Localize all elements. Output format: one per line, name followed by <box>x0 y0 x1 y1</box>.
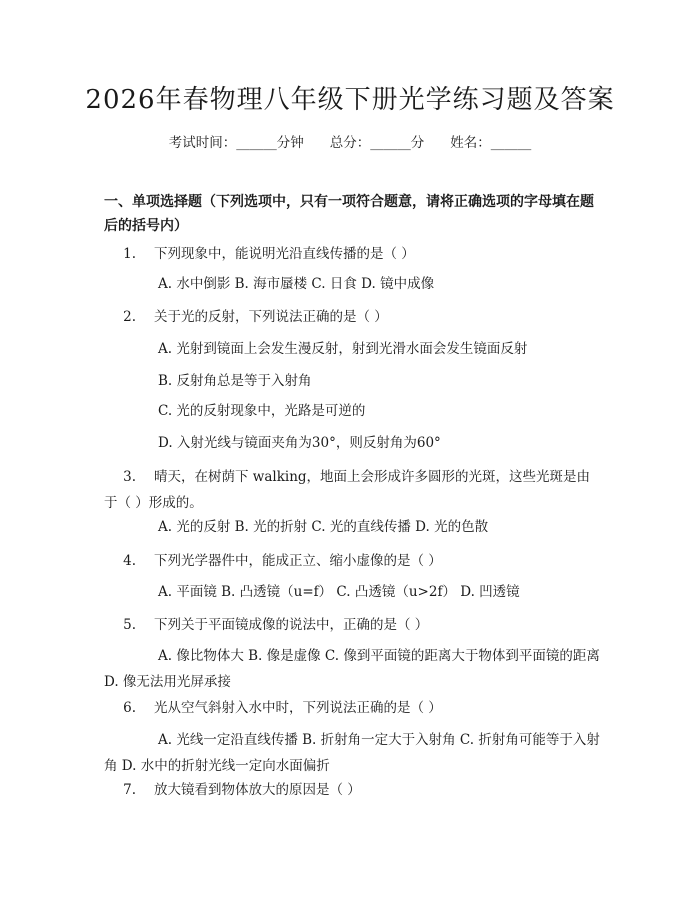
question-text: 光从空气斜射入水中时，下列说法正确的是（ ） <box>154 700 442 716</box>
question-6-options: A. 光线一定沿直线传播 B. 折射角一定大于入射角 C. 折射角可能等于入射角 D. 水中的折射光线一定向水面偏折 <box>104 732 600 774</box>
question-number: 4. <box>123 553 136 569</box>
question-number: 7. <box>123 782 136 798</box>
question-5-options: A. 像比物体大 B. 像是虚像 C. 像到平面镜的距离大于物体到平面镜的距离 D. 像无法用光屏承接 <box>104 648 600 690</box>
question-number: 6. <box>123 700 136 716</box>
question-number: 1. <box>123 246 136 262</box>
question-2 <box>104 304 600 330</box>
name-field: 姓名：______ <box>450 135 532 151</box>
page-title: 2026年春物理八年级下册光学练习题及答案 <box>85 85 615 115</box>
question-2-option-c: C. 光的反射现象中，光路是可逆的 <box>158 403 366 419</box>
section-heading: 一、单项选择题（下列选项中，只有一项符合题意，请将正确选项的字母填在题后的括号内） <box>104 194 594 234</box>
question-3-options: A. 光的反射 B. 光的折射 C. 光的直线传播 D. 光的色散 <box>158 519 489 535</box>
question-2-option-b: B. 反射角总是等于入射角 <box>158 373 312 389</box>
question-2-option-a: A. 光射到镜面上会发生漫反射，射到光滑水面会发生镜面反射 <box>158 341 528 357</box>
question-4 <box>104 548 600 574</box>
question-text: 下列关于平面镜成像的说法中，正确的是（ ） <box>154 617 429 633</box>
question-text: 关于光的反射，下列说法正确的是（ ） <box>154 309 388 325</box>
question-text: 晴天，在树荫下 walking，地面上会形成许多圆形的光斑，这些光斑是由于（ ）形成的。 <box>104 469 591 511</box>
question-5 <box>104 612 600 638</box>
question-number: 5. <box>123 617 136 633</box>
question-7 <box>104 777 600 803</box>
question-4-options: A. 平面镜 B. 凸透镜（u=f） C. 凸透镜（u>2f） D. 凹透镜 <box>158 584 520 600</box>
question-2-option-d: D. 入射光线与镜面夹角为30°，则反射角为60° <box>158 435 441 451</box>
question-1 <box>104 241 600 267</box>
question-6 <box>104 695 600 721</box>
question-1-options: A. 水中倒影 B. 海市蜃楼 C. 日食 D. 镜中成像 <box>158 276 435 292</box>
exam-meta <box>0 133 700 153</box>
question-text: 下列现象中，能说明光沿直线传播的是（ ） <box>154 246 415 262</box>
total-score-field: 总分：______分 <box>329 135 425 151</box>
exam-time-field: 考试时间：______分钟 <box>168 135 304 151</box>
question-text: 放大镜看到物体放大的原因是（ ） <box>154 782 361 798</box>
question-number: 3. <box>123 469 136 485</box>
question-number: 2. <box>123 309 136 325</box>
question-3 <box>104 464 600 516</box>
question-text: 下列光学器件中，能成正立、缩小虚像的是（ ） <box>154 553 442 569</box>
